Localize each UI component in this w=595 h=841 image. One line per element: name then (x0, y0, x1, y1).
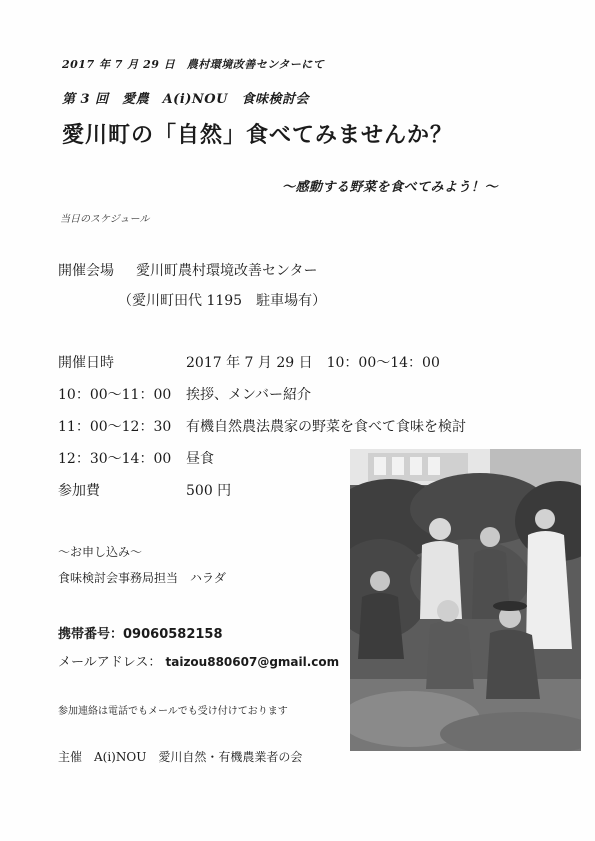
schedule-heading: 当日のスケジュール (60, 214, 150, 225)
contact-note: 参加連絡は電話でもメールでも受け付けております (58, 706, 288, 717)
event-date-line: 2017 年 7 月 29 日 農村環境改善センターにて (62, 58, 325, 71)
schedule-desc: 昼食 (186, 451, 214, 467)
venue-address: （愛川町田代 1195 駐車場有） (118, 293, 327, 309)
main-title: 愛川町の「自然」食べてみませんか？ (62, 122, 454, 148)
datetime-value: 2017 年 7 月 29 日 10：00～14：00 (186, 355, 440, 371)
venue-label: 開催会場 (58, 263, 114, 279)
group-photo (350, 449, 581, 751)
schedule-time: 10：00～11：00 (58, 387, 172, 403)
mail-line (58, 651, 339, 670)
phone-line (58, 623, 223, 642)
host-line: 主催 A(i)NOU 愛川自然・有機農業者の会 (58, 750, 303, 764)
subtitle: ～感動する野菜を食べてみよう！～ (282, 180, 499, 195)
event-name-line: 第 3 回 愛農 A(i)NOU 食味検討会 (62, 92, 309, 107)
venue-name: 愛川町農村環境改善センター (136, 263, 318, 279)
datetime-label: 開催日時 (58, 355, 114, 371)
fee-label: 参加費 (58, 483, 100, 499)
mail-label: メールアドレス： (58, 655, 162, 670)
schedule-desc: 挨拶、メンバー紹介 (186, 387, 312, 403)
apply-heading: ～お申し込み～ (58, 545, 143, 559)
apply-contact-person: 食味検討会事務局担当 ハラダ (58, 571, 226, 585)
mail-address[interactable]: taizou880607@gmail.com (165, 655, 340, 669)
phone-number[interactable]: 09060582158 (123, 627, 223, 642)
schedule-time: 12：30～14：00 (58, 451, 172, 467)
schedule-desc: 有機自然農法農家の野菜を食べて食味を検討 (186, 419, 466, 435)
phone-label: 携帯番号： (58, 627, 124, 642)
fee-value: 500 円 (186, 483, 232, 499)
schedule-time: 11：00～12：30 (58, 419, 172, 435)
group-photo-image (350, 449, 581, 751)
